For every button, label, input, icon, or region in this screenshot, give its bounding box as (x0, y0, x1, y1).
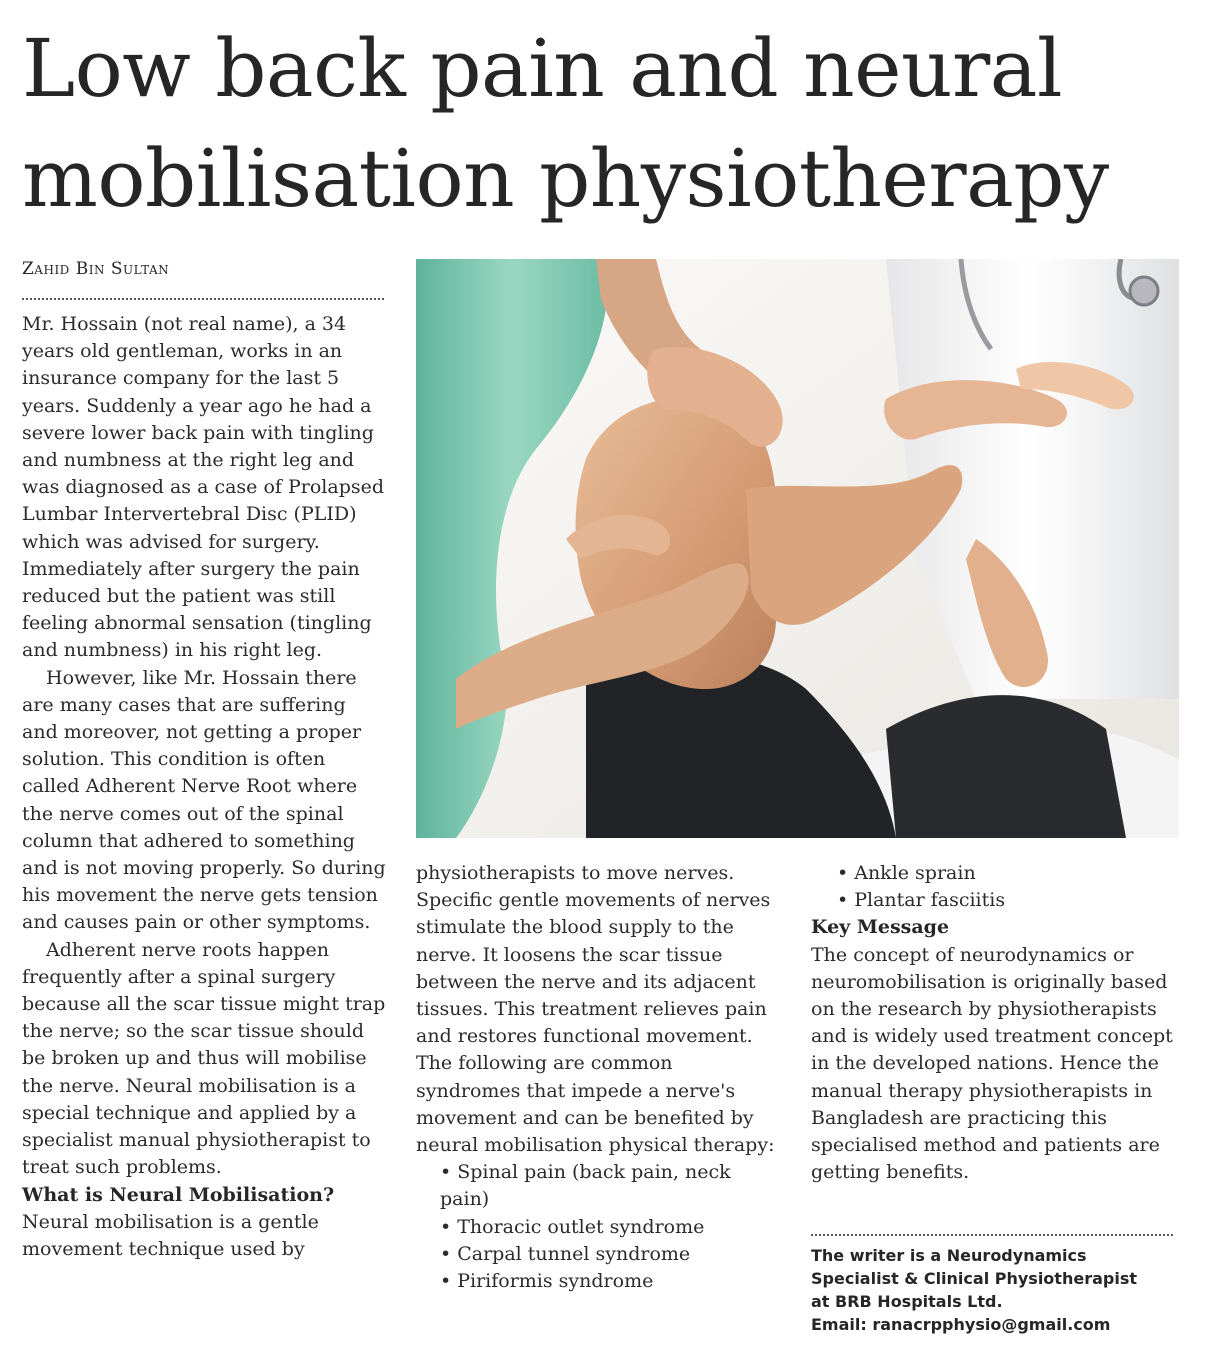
bio-email: Email: ranacrpphysio@gmail.com (811, 1315, 1111, 1334)
column-1-paragraph-4: Neural mobilisation is a gentle movement technique used by (22, 1210, 319, 1260)
article-column-2 (416, 860, 776, 1295)
list-item: • Spinal pain (back pain, neck pain) (440, 1161, 731, 1211)
bullet-icon: • (440, 1161, 452, 1184)
author-byline: Zahid Bin Sultan (22, 259, 170, 279)
list-item: • Plantar fasciitis (837, 889, 1006, 912)
bio-divider (811, 1234, 1173, 1236)
bullet-icon: • (837, 889, 849, 912)
list-item: • Thoracic outlet syndrome (440, 1215, 705, 1238)
column-3-paragraph-1: The concept of neurodynamics or neuromobilisation is originally based on the research by physiotherapists and is widely used treatment concept in the developed nations. Hence the manual therapy physiotherapists in Bangladesh are practicing this specialised method and patients are getting benefits. (811, 943, 1173, 1184)
column-1-paragraph-2: However, like Mr. Hossain there are many cases that are suffering and moreover, not getting a proper solution. This condition is often called Adherent Nerve Root where the nerve comes out of the spinal column that adhered to something and is not moving properly. So during his movement the nerve gets tension and causes pain or other symptoms. (22, 666, 386, 934)
list-item: • Piriformis syndrome (440, 1270, 654, 1293)
bio-line-2: Specialist & Clinical Physiotherapist (811, 1269, 1137, 1288)
headline-line-1: Low back pain and neural (22, 22, 1063, 115)
syndrome-list-continued (811, 860, 1175, 914)
bio-line-1: The writer is a Neurodynamics (811, 1246, 1087, 1265)
physiotherapy-illustration (416, 259, 1179, 838)
bullet-icon: • (837, 862, 849, 884)
bullet-icon: • (440, 1270, 452, 1293)
bullet-icon: • (440, 1215, 452, 1238)
headline-line-2: mobilisation physiotherapy (22, 132, 1109, 225)
author-bio (811, 1244, 1191, 1336)
article-headline (22, 14, 1192, 234)
section-heading-neural-mobilisation: What is Neural Mobilisation? (22, 1183, 335, 1206)
article-photo (416, 259, 1179, 838)
column-1-paragraph-3: Adherent nerve roots happen frequently after a spinal surgery because all the scar tissue might trap the nerve; so the scar tissue should be broken up and thus will mobilise the nerve. Neural mobilisation is a special technique and applied by a specialist manual physiotherapist to treat such problems. (22, 938, 386, 1179)
syndrome-list (416, 1159, 776, 1295)
list-item: • Carpal tunnel syndrome (440, 1242, 691, 1265)
bullet-icon: • (440, 1242, 452, 1265)
article-column-3 (811, 860, 1175, 1186)
byline-divider (22, 298, 384, 300)
column-2-paragraph-1: physiotherapists to move nerves. Specific gentle movements of nerves stimulate the blood supply to the nerve. It loosens the scar tissue between the nerve and its adjacent tissues. This treatment relieves pain and restores functional movement. The following are common syndromes that impede a nerve's movement and can be benefited by neural mobilisation physical therapy: (416, 862, 775, 1157)
list-item: • Ankle sprain (837, 862, 976, 884)
column-1-paragraph-1: Mr. Hossain (not real name), a 34 years old gentleman, works in an insurance company for the last 5 years. Suddenly a year ago he had a severe lower back pain with tingling and numbness at the right leg and was diagnosed as a case of Prolapsed Lumbar Intervertebral Disc (PLID) which was advised for surgery. Immediately after surgery the pain reduced but the patient was still feeling abnormal sensation (tingling and numbness) in his right leg. (22, 313, 385, 662)
bio-line-3: at BRB Hospitals Ltd. (811, 1292, 1003, 1311)
section-heading-key-message: Key Message (811, 916, 950, 939)
article-column-1 (22, 311, 386, 1263)
